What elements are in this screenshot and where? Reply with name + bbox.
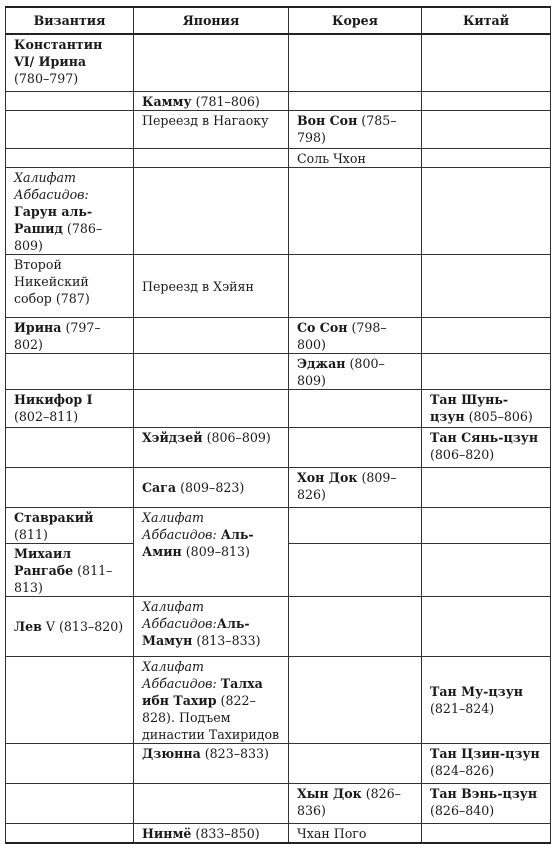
header-korea: Корея xyxy=(289,7,422,34)
ruler-name: Тан Шунь-цзун xyxy=(430,391,509,424)
cell-text: (806–809) xyxy=(202,429,271,445)
cell-text: Чхан Пого xyxy=(297,825,367,841)
cell-text: (802–811) xyxy=(14,408,79,424)
cell-text: (785–798) xyxy=(297,112,397,145)
cell-text: (821–824) xyxy=(430,701,495,716)
caliphate-label: Халифат Аббасидов: xyxy=(142,509,221,542)
cell-japan xyxy=(134,743,289,783)
ruler-name: Аль-Мамун xyxy=(142,615,250,648)
cell-text: (781–806) xyxy=(191,93,260,109)
cell-text: (826–836) xyxy=(297,785,401,818)
cell-korea xyxy=(289,389,422,427)
cell-china xyxy=(422,656,551,743)
cell-text: (786–809) xyxy=(14,220,103,253)
cell-korea xyxy=(289,254,422,317)
cell-china xyxy=(422,427,551,467)
cell-china xyxy=(422,254,551,317)
cell-korea xyxy=(289,467,422,507)
cell-japan xyxy=(134,783,289,823)
cell-byzantium xyxy=(6,167,134,254)
table-body xyxy=(6,34,551,843)
cell-byzantium xyxy=(6,743,134,783)
ruler-name: Хэйдзей xyxy=(142,429,203,445)
cell-korea xyxy=(289,427,422,467)
table-row xyxy=(6,34,551,91)
cell-text: (809–813) xyxy=(181,543,250,559)
table-row xyxy=(6,467,551,507)
cell-byzantium xyxy=(6,148,134,167)
table-row xyxy=(6,507,551,543)
cell-text: (806–820) xyxy=(430,446,495,462)
table-row xyxy=(6,148,551,167)
cell-japan xyxy=(134,110,289,148)
cell-byzantium xyxy=(6,389,134,427)
cell-korea xyxy=(289,167,422,254)
cell-text: (797–802) xyxy=(14,319,101,352)
ruler-name: Хын Док xyxy=(297,785,362,801)
ruler-name: Вон Сон xyxy=(297,112,358,128)
cell-text: Соль Чхон xyxy=(297,150,366,166)
table-row xyxy=(6,596,551,656)
cell-korea xyxy=(289,148,422,167)
cell-text: (822–828). Подъем династии Тахиридов xyxy=(142,692,280,742)
ruler-name: Хон Док xyxy=(297,469,358,485)
cell-korea xyxy=(289,743,422,783)
cell-byzantium xyxy=(6,656,134,743)
cell-china xyxy=(422,389,551,427)
ruler-name: Константин VI/ Ирина xyxy=(14,37,103,69)
table-row xyxy=(6,110,551,148)
table-row xyxy=(6,353,551,389)
cell-china xyxy=(422,167,551,254)
cell-text: (805–806) xyxy=(464,408,533,424)
cell-byzantium xyxy=(6,823,134,843)
cell-korea xyxy=(289,823,422,843)
ruler-name: Тан Вэнь-цзун xyxy=(430,785,538,801)
cell-japan xyxy=(134,596,289,656)
cell-japan xyxy=(134,656,289,743)
cell-text: (811) xyxy=(14,526,48,542)
table-row xyxy=(6,254,551,317)
ruler-name: Ставракий xyxy=(14,509,94,525)
cell-china xyxy=(422,110,551,148)
table-row xyxy=(6,91,551,110)
cell-japan xyxy=(134,148,289,167)
table-row xyxy=(6,167,551,254)
cell-japan xyxy=(134,254,289,317)
table-row xyxy=(6,389,551,427)
ruler-name: Лев xyxy=(14,619,42,634)
cell-byzantium xyxy=(6,596,134,656)
table-row xyxy=(6,783,551,823)
header-japan: Япония xyxy=(134,7,289,34)
table-row xyxy=(6,743,551,783)
cell-japan xyxy=(134,507,289,596)
ruler-name: Нинмё xyxy=(142,825,192,841)
cell-china xyxy=(422,743,551,783)
cell-byzantium xyxy=(6,317,134,353)
cell-china xyxy=(422,507,551,543)
cell-text: (809–823) xyxy=(176,480,245,495)
cell-text: Переезд в Хэйян xyxy=(142,278,254,294)
caliphate-label: Халифат Аббасидов: xyxy=(142,598,217,631)
cell-japan xyxy=(134,389,289,427)
cell-china xyxy=(422,317,551,353)
header-byzantium: Византия xyxy=(6,7,134,34)
cell-byzantium xyxy=(6,783,134,823)
ruler-name: Камму xyxy=(142,93,192,109)
cell-byzantium xyxy=(6,353,134,389)
table-row xyxy=(6,823,551,843)
cell-china xyxy=(422,596,551,656)
cell-text: (823–833) xyxy=(200,745,269,761)
cell-korea xyxy=(289,656,422,743)
cell-china xyxy=(422,543,551,596)
cell-china xyxy=(422,823,551,843)
cell-byzantium xyxy=(6,543,134,596)
header-row xyxy=(6,7,551,34)
ruler-name: Ирина xyxy=(14,319,62,335)
cell-byzantium xyxy=(6,467,134,507)
cell-china xyxy=(422,34,551,91)
cell-japan xyxy=(134,353,289,389)
cell-korea xyxy=(289,91,422,110)
cell-japan xyxy=(134,317,289,353)
cell-byzantium xyxy=(6,427,134,467)
cell-china xyxy=(422,91,551,110)
cell-text: (809–826) xyxy=(297,469,397,502)
ruler-name: Никифор I xyxy=(14,391,93,407)
chronology-table xyxy=(5,6,551,844)
cell-japan xyxy=(134,427,289,467)
cell-china xyxy=(422,467,551,507)
ruler-name: Аль-Амин xyxy=(142,526,254,559)
cell-korea xyxy=(289,353,422,389)
caliphate-label: Халифат Аббасидов: xyxy=(14,169,89,202)
ruler-name: Талха ибн Тахир xyxy=(142,675,263,708)
ruler-name: Михаил Рангабе xyxy=(14,545,74,578)
cell-china xyxy=(422,353,551,389)
ruler-name: Эджан xyxy=(297,355,346,371)
cell-text: (798–800) xyxy=(297,319,387,352)
cell-byzantium xyxy=(6,254,134,317)
ruler-name: Тан Му-цзун xyxy=(430,684,523,699)
cell-japan xyxy=(134,34,289,91)
cell-byzantium xyxy=(6,34,134,91)
cell-japan xyxy=(134,167,289,254)
cell-korea xyxy=(289,596,422,656)
cell-japan xyxy=(134,467,289,507)
cell-text: (800–809) xyxy=(297,355,385,388)
cell-korea xyxy=(289,34,422,91)
cell-text: (780–797) xyxy=(14,71,79,86)
cell-byzantium xyxy=(6,91,134,110)
cell-text: (813–833) xyxy=(192,632,261,648)
cell-text: Переезд в Нагаоку xyxy=(142,112,269,128)
cell-korea xyxy=(289,543,422,596)
cell-text: (833–850) xyxy=(191,825,260,841)
ruler-name: Дзюнна xyxy=(142,745,201,761)
ruler-name: Гарун аль-Рашид xyxy=(14,203,93,236)
cell-china xyxy=(422,148,551,167)
cell-text: V (813–820) xyxy=(41,619,124,634)
cell-text: (811–813) xyxy=(14,562,113,595)
cell-text: (824–826) xyxy=(430,762,495,778)
cell-japan xyxy=(134,823,289,843)
cell-byzantium xyxy=(6,507,134,543)
table-row xyxy=(6,317,551,353)
ruler-name: Сага xyxy=(142,480,177,495)
cell-text: (826–840) xyxy=(430,802,495,818)
cell-text: Второй Никейский собор (787) xyxy=(14,256,90,306)
cell-japan xyxy=(134,91,289,110)
cell-china xyxy=(422,783,551,823)
caliphate-label: Халифат Аббасидов: xyxy=(142,658,221,691)
ruler-name: Тан Сянь-цзун xyxy=(430,429,539,445)
table-row xyxy=(6,656,551,743)
cell-korea xyxy=(289,110,422,148)
header-china: Китай xyxy=(422,7,551,34)
ruler-name: Тан Цзин-цзун xyxy=(430,745,540,761)
table-row xyxy=(6,427,551,467)
ruler-name: Со Сон xyxy=(297,319,348,335)
cell-korea xyxy=(289,507,422,543)
cell-korea xyxy=(289,783,422,823)
cell-korea xyxy=(289,317,422,353)
cell-byzantium xyxy=(6,110,134,148)
